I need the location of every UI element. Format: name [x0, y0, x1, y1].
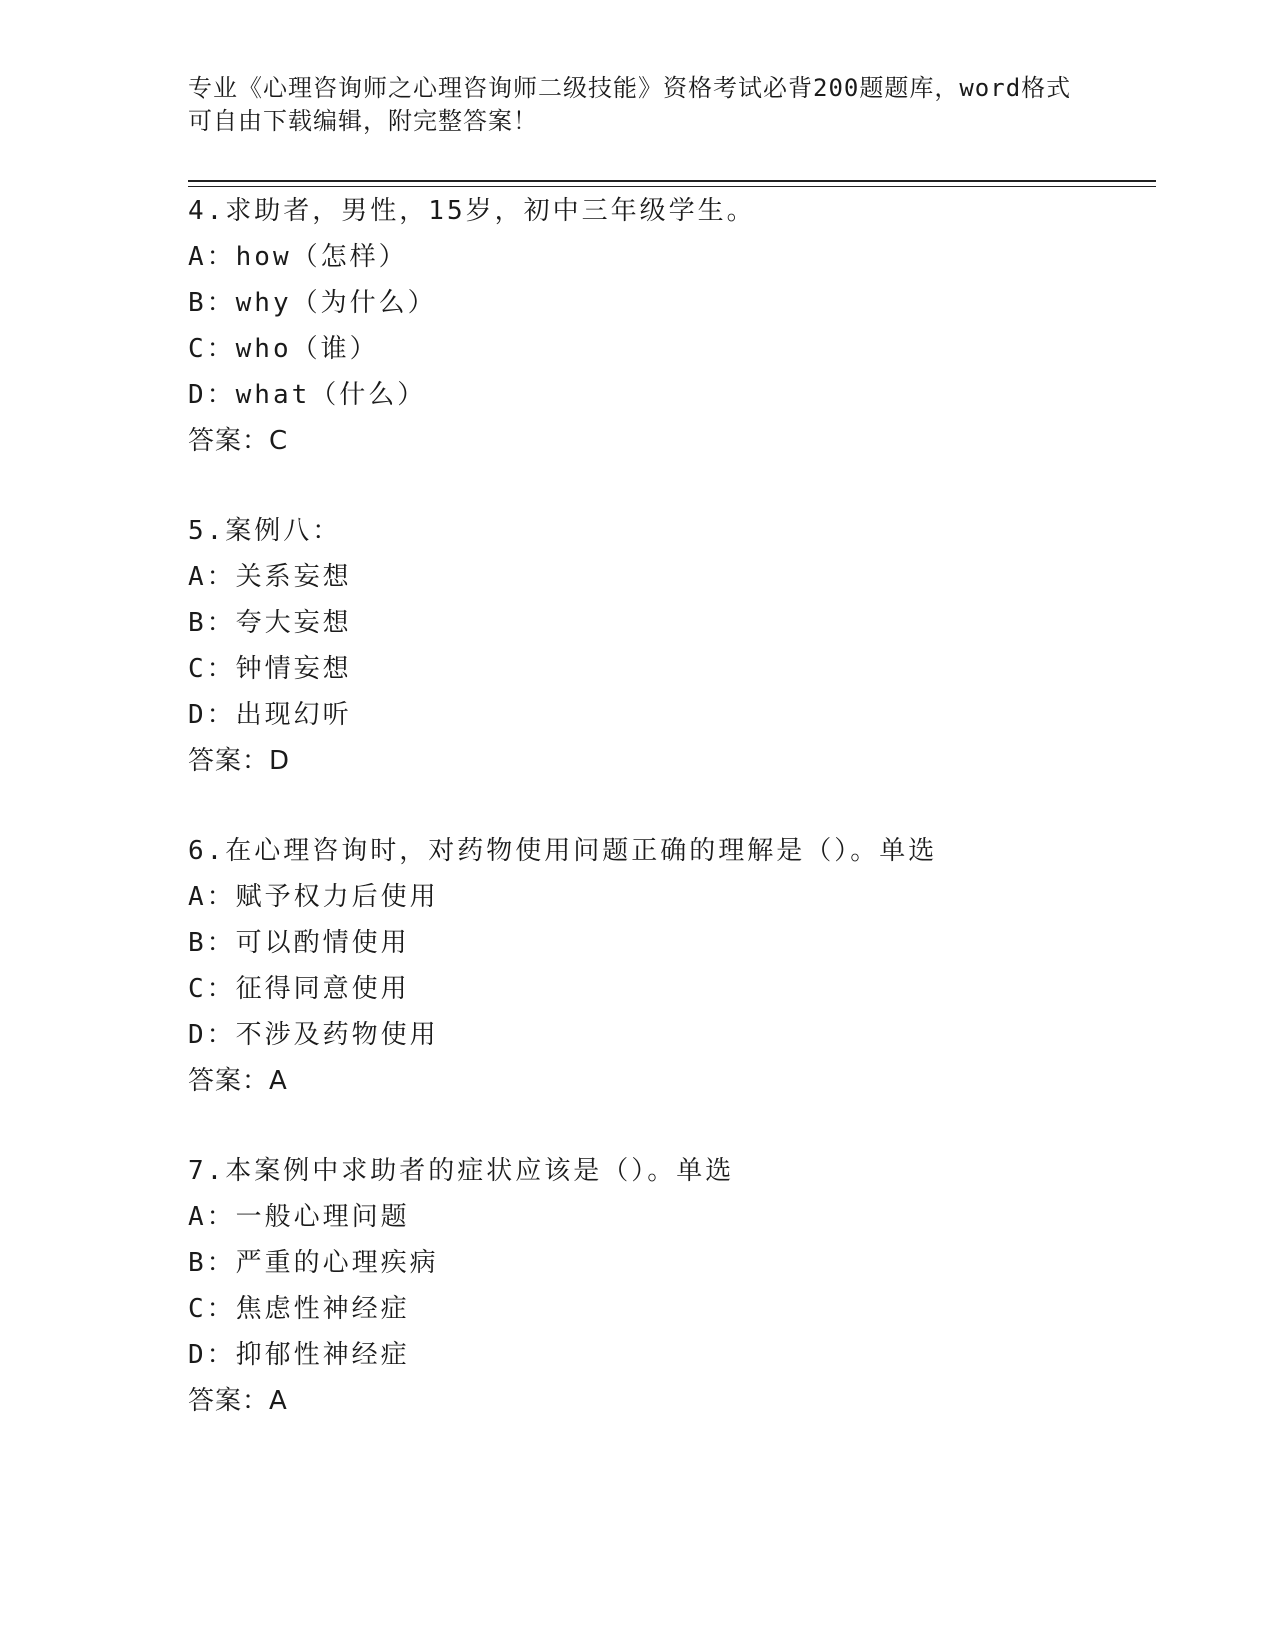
header-line-1: 专业《心理咨询师之心理咨询师二级技能》资格考试必背200题题库，word格式	[188, 74, 1072, 102]
option-d: D：不涉及药物使用	[188, 1020, 439, 1050]
option-b: B：夸大妄想	[188, 608, 352, 638]
question-item	[188, 828, 1148, 1104]
option-d: D：what（什么）	[188, 380, 427, 410]
question-item	[188, 1148, 1148, 1424]
option-d: D：抑郁性神经症	[188, 1340, 410, 1370]
answer-line: 答案：D	[188, 746, 291, 776]
document-header	[188, 72, 1088, 138]
question-list	[188, 188, 1148, 1468]
question-item	[188, 508, 1148, 784]
answer-line: 答案：A	[188, 1066, 288, 1096]
question-stem: 7.本案例中求助者的症状应该是（）。单选	[188, 1156, 735, 1186]
option-b: B：可以酌情使用	[188, 928, 410, 958]
header-divider-thin	[188, 186, 1156, 187]
question-stem: 6.在心理咨询时，对药物使用问题正确的理解是（）。单选	[188, 836, 938, 866]
option-d: D：出现幻听	[188, 700, 352, 730]
question-stem: 5.案例八：	[188, 516, 342, 546]
question-stem: 4.求助者，男性，15岁，初中三年级学生。	[188, 196, 756, 226]
question-item	[188, 188, 1148, 464]
answer-line: 答案：A	[188, 1386, 288, 1416]
option-c: C：钟情妄想	[188, 654, 352, 684]
answer-line: 答案：C	[188, 426, 289, 456]
option-a: A：how（怎样）	[188, 242, 408, 272]
option-a: A：关系妄想	[188, 562, 352, 592]
option-b: B：why（为什么）	[188, 288, 437, 318]
option-a: A：赋予权力后使用	[188, 882, 439, 912]
option-a: A：一般心理问题	[188, 1202, 410, 1232]
option-b: B：严重的心理疾病	[188, 1248, 439, 1278]
option-c: C：征得同意使用	[188, 974, 410, 1004]
option-c: C：who（谁）	[188, 334, 379, 364]
header-line-2: 可自由下载编辑，附完整答案！	[188, 107, 538, 135]
header-divider-thick	[188, 180, 1156, 182]
option-c: C：焦虑性神经症	[188, 1294, 410, 1324]
